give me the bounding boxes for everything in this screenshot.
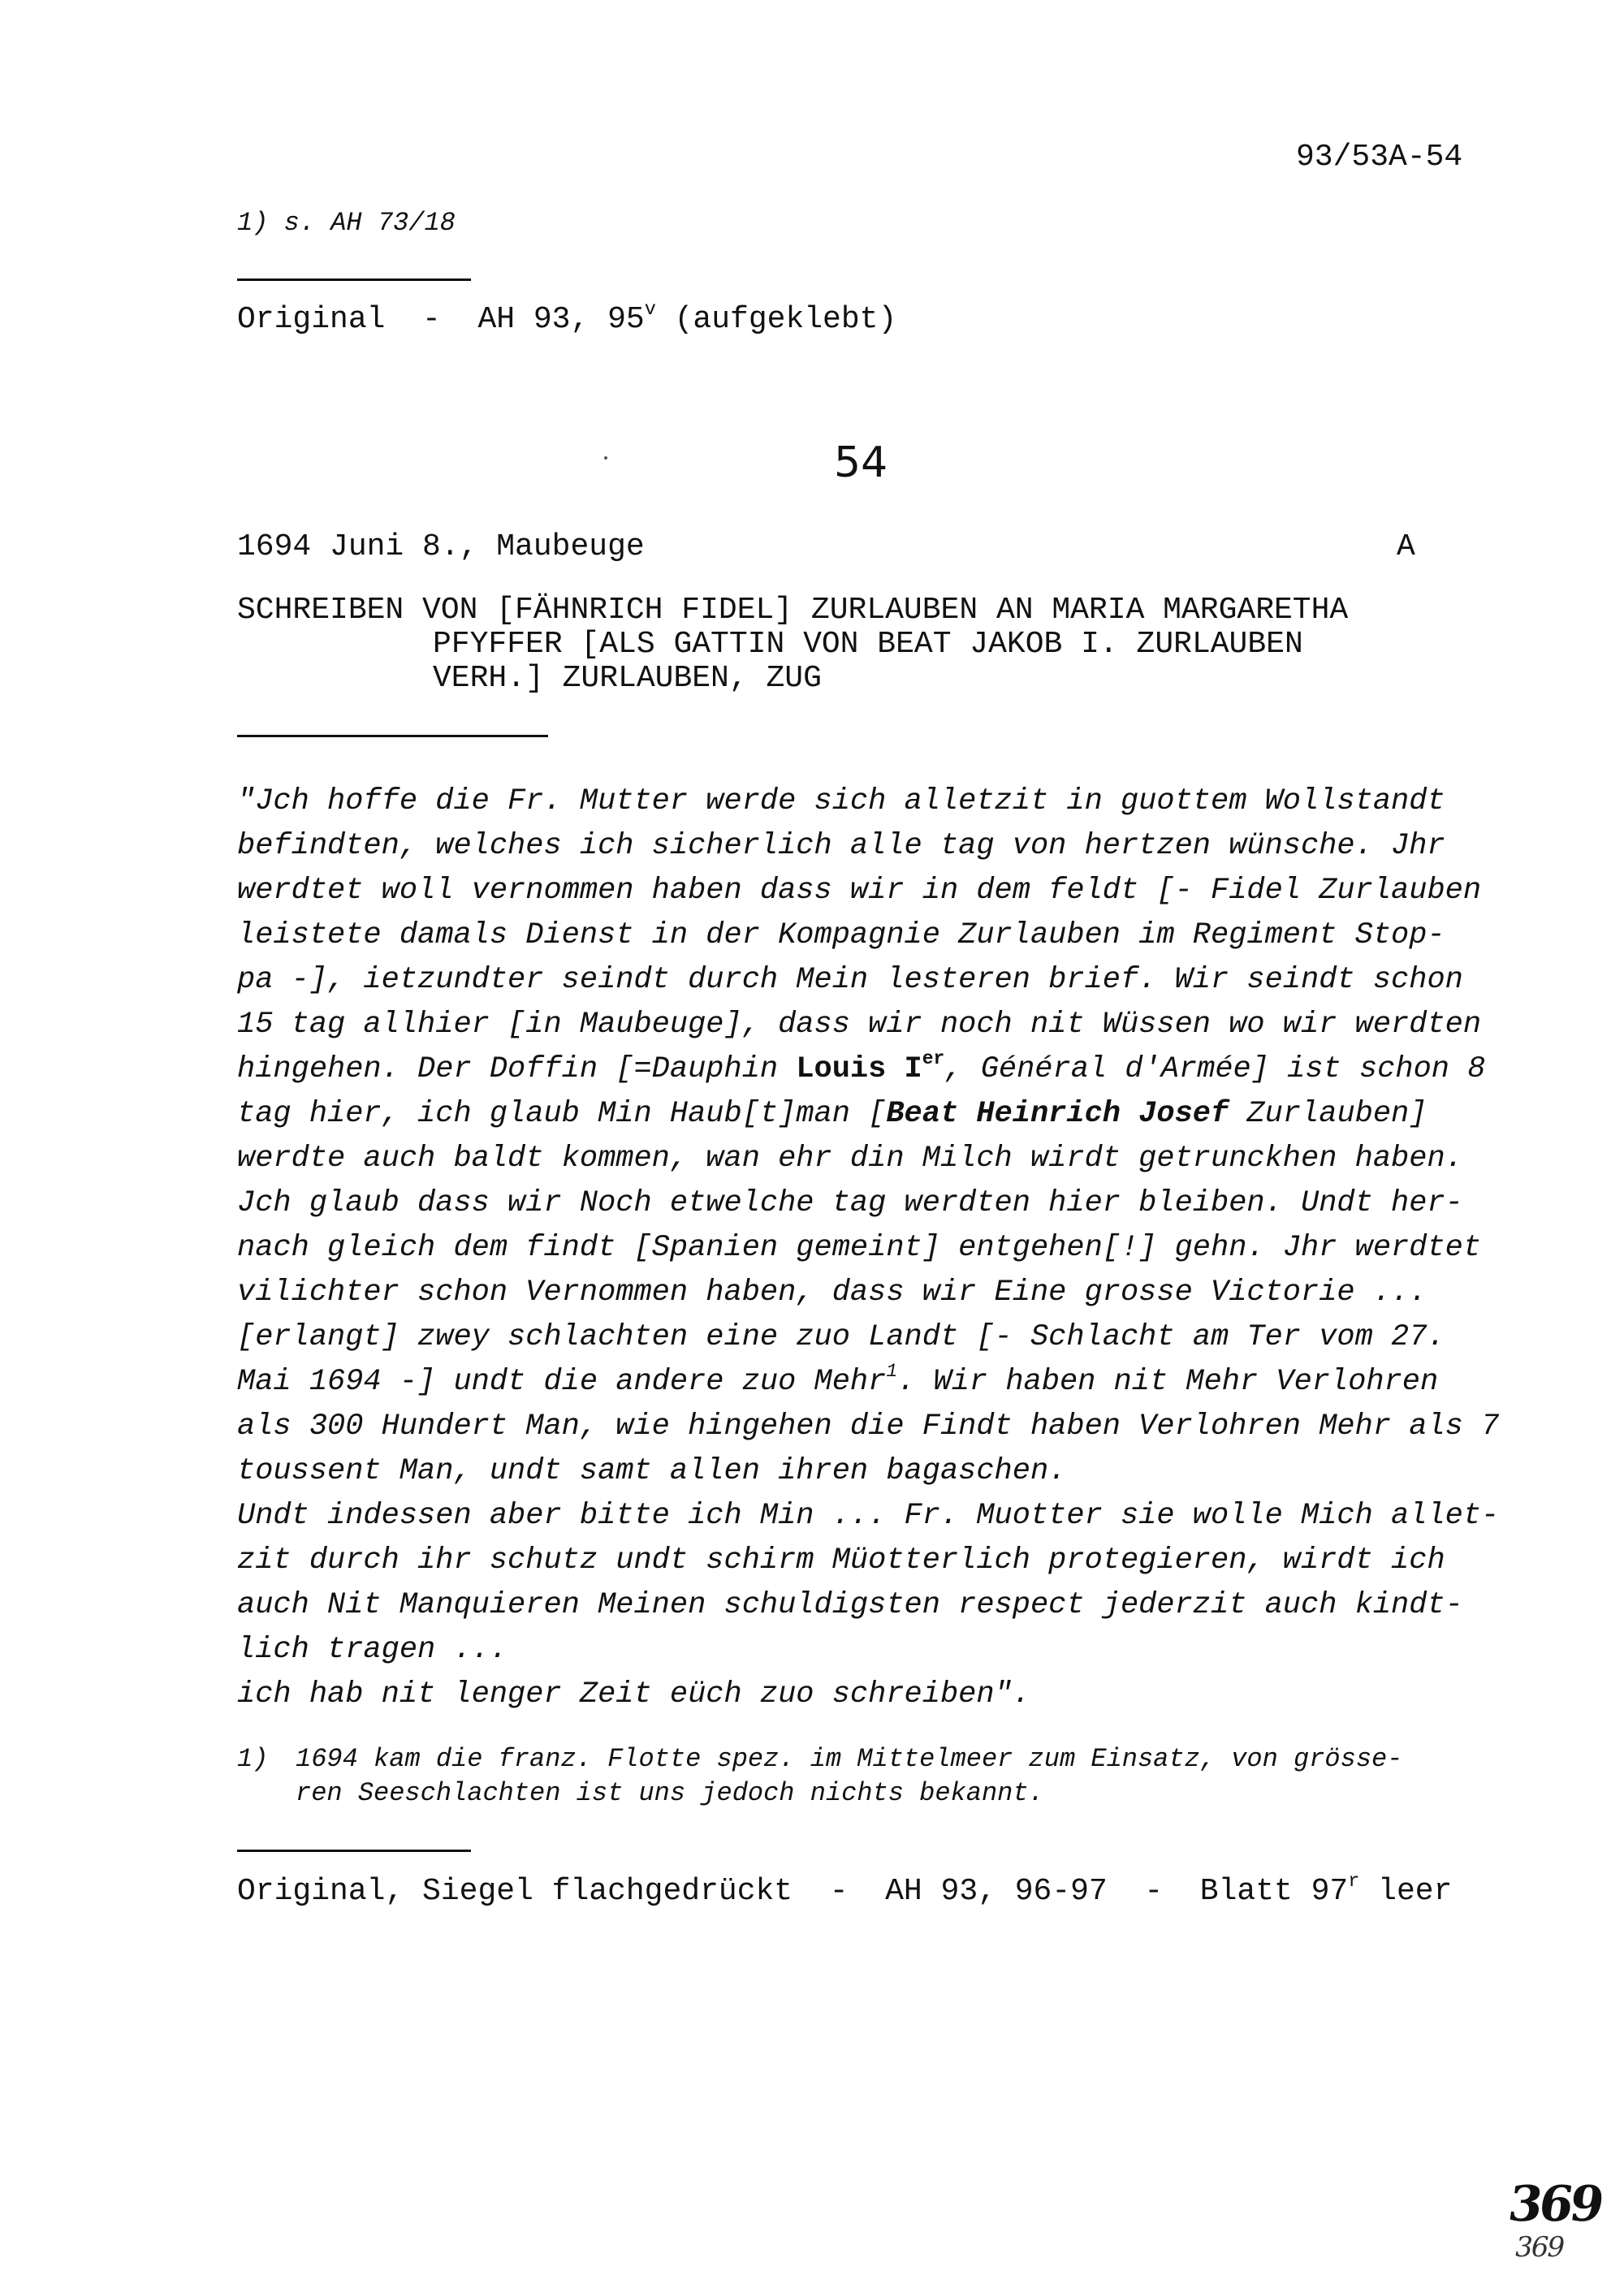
- original-source-text: Original, Siegel flachgedrückt - AH 93, 96-97 - Blatt 97: [237, 1874, 1349, 1909]
- divider-rule: [237, 278, 471, 281]
- previous-original-text: Original - AH 93, 95: [237, 302, 645, 337]
- body-line: auch Nit Manquieren Meinen schuldigsten respect jederzit auch kindt-: [237, 1588, 1463, 1622]
- document-title-line-2: PFYFFER [ALS GATTIN VON BEAT JAKOB I. ZURLAUBEN: [433, 627, 1303, 662]
- body-text: tag hier, ich glaub Min Haub[t]man [: [237, 1097, 887, 1131]
- archive-reference: 93/53A-54: [1296, 140, 1463, 175]
- page-number-handwritten: 369: [1505, 2176, 1605, 2233]
- body-line: nach gleich dem findt [Spanien gemeint] entgehen[!] gehn. Jhr werdtet: [237, 1231, 1482, 1265]
- divider-rule: [237, 735, 548, 737]
- body-line: als 300 Hundert Man, wie hingehen die Findt haben Verlohren Mehr als 7: [237, 1409, 1500, 1444]
- body-line: [237, 1047, 1486, 1086]
- body-bold-name: Louis I: [796, 1052, 922, 1086]
- body-text: Mai 1694 -] undt die andere zuo Mehr: [237, 1365, 887, 1399]
- body-line: Jch glaub dass wir Noch etwelche tag werdten hier bleiben. Undt her-: [237, 1186, 1463, 1220]
- footnote-line-2: ren Seeschlachten ist uns jedoch nichts bekannt.: [296, 1778, 1044, 1808]
- body-line: 15 tag allhier [in Maubeuge], dass wir noch nit Wüssen wo wir werdten: [237, 1008, 1482, 1042]
- body-text: , Général d'Armée] ist schon 8: [944, 1052, 1486, 1086]
- speck-mark: [604, 456, 607, 460]
- original-source-suffix: leer: [1359, 1874, 1453, 1909]
- divider-rule: [237, 1850, 471, 1852]
- body-line: zit durch ihr schutz undt schirm Müotterlich protegieren, wirdt ich: [237, 1543, 1445, 1578]
- body-line: werdte auch baldt kommen, wan ehr din Milch wirdt getrunckhen haben.: [237, 1142, 1463, 1176]
- body-line: [erlangt] zwey schlachten eine zuo Landt [- Schlacht am Ter vom 27.: [237, 1320, 1445, 1354]
- document-type-marker: A: [1397, 529, 1415, 564]
- body-line: lich tragen ...: [237, 1633, 508, 1667]
- original-source-note: [237, 1870, 1453, 1909]
- body-line: Undt indessen aber bitte ich Min ... Fr. Muotter sie wolle Mich allet-: [237, 1499, 1500, 1533]
- document-title-line-3: VERH.] ZURLAUBEN, ZUG: [433, 661, 822, 696]
- previous-footnote: 1) s. AH 73/18: [237, 208, 456, 238]
- body-line: [237, 1097, 1427, 1131]
- body-text: . Wir haben nit Mehr Verlohren: [897, 1365, 1439, 1399]
- footnote-marker: 1): [237, 1744, 269, 1774]
- original-source-sup: r: [1348, 1870, 1360, 1893]
- footnote-reference: 1: [886, 1360, 898, 1382]
- footnote-line-1: 1694 kam die franz. Flotte spez. im Mittelmeer zum Einsatz, von grösse-: [296, 1744, 1403, 1774]
- previous-original-suffix: (aufgeklebt): [655, 302, 897, 337]
- body-line: toussent Man, undt samt allen ihren bagaschen.: [237, 1454, 1067, 1488]
- body-line: vilichter schon Vernommen haben, dass wir Eine grosse Victorie ...: [237, 1276, 1427, 1310]
- body-line: pa -], ietzundter seindt durch Mein lesteren brief. Wir seindt schon: [237, 963, 1463, 997]
- body-superscript: er: [922, 1047, 945, 1069]
- page-number-small: 369: [1511, 2231, 1567, 2264]
- previous-original-sup: v: [644, 298, 656, 321]
- body-line: werdtet woll vernommen haben dass wir in dem feldt [- Fidel Zurlauben: [237, 874, 1482, 908]
- document-date: 1694 Juni 8., Maubeuge: [237, 529, 645, 564]
- body-line: leistete damals Dienst in der Kompagnie Zurlauben im Regiment Stop-: [237, 918, 1445, 952]
- body-line: befindten, welches ich sicherlich alle tag von hertzen wünsche. Jhr: [237, 829, 1445, 863]
- body-bold-name: Beat Heinrich Josef: [886, 1097, 1229, 1131]
- body-line: ich hab nit lenger Zeit eüch zuo schreiben".: [237, 1677, 1030, 1712]
- body-text: hingehen. Der Doffin [=Dauphin: [237, 1052, 797, 1086]
- body-text: Zurlauben]: [1229, 1097, 1427, 1131]
- body-line: [237, 1360, 1439, 1399]
- previous-original-note: [237, 298, 897, 337]
- document-number: 54: [834, 438, 888, 487]
- body-line: "Jch hoffe die Fr. Mutter werde sich alletzit in guottem Wollstandt: [237, 784, 1445, 818]
- document-title-line-1: SCHREIBEN VON [FÄHNRICH FIDEL] ZURLAUBEN AN MARIA MARGARETHA: [237, 593, 1349, 628]
